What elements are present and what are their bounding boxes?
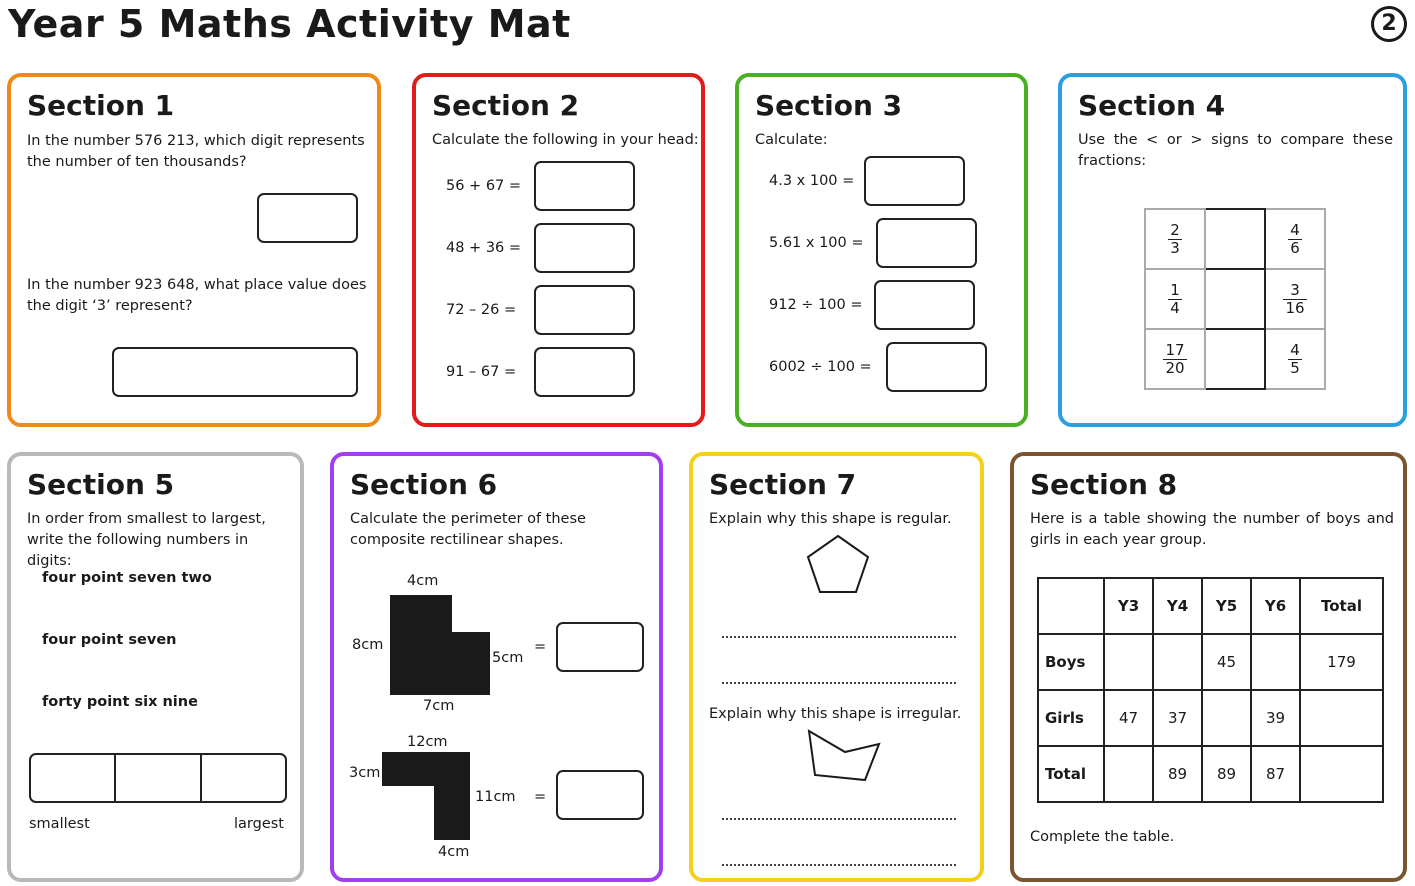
table-row — [1038, 634, 1383, 690]
column-header: Y3 — [1104, 578, 1153, 634]
column-header: Y4 — [1153, 578, 1202, 634]
page-title: Year 5 Maths Activity Mat — [8, 2, 571, 46]
order-answer-box-2[interactable] — [114, 753, 202, 803]
largest-label: largest — [234, 816, 284, 832]
shape-1-top-label: 4cm — [407, 573, 439, 589]
section-4-intro: Use the < or > signs to compare these fractions: — [1078, 132, 1393, 169]
section-5-intro: In order from smallest to largest, write the following numbers in digits: — [27, 511, 266, 569]
shape-1-left-label: 8cm — [352, 637, 384, 653]
fraction: $\frac{1}{4}$ — [1170, 280, 1180, 317]
answer-line[interactable] — [722, 636, 956, 638]
section-3-answer-4[interactable] — [886, 342, 987, 392]
shape-2-left-label: 3cm — [349, 765, 381, 781]
order-answer-box-1[interactable] — [29, 753, 116, 803]
table-cell: 45 — [1202, 634, 1251, 690]
section-3-question-2: 5.61 x 100 = — [769, 235, 864, 251]
section-3-question-4: 6002 ÷ 100 = — [769, 359, 872, 375]
section-3-heading: Section 3 — [755, 89, 903, 122]
section-5-item-2: four point seven — [42, 632, 177, 648]
shape-1-equals: = — [534, 639, 547, 655]
comparison-sign-box[interactable] — [1205, 269, 1265, 329]
column-header: Total — [1300, 578, 1383, 634]
answer-line[interactable] — [722, 682, 956, 684]
composite-shape-2 — [382, 752, 472, 842]
section-1-question-1: In the number 576 213, which digit represents the number of ten thousands? — [27, 133, 365, 170]
section-3-question-3: 912 ÷ 100 = — [769, 297, 863, 313]
section-5-item-1: four point seven two — [42, 570, 212, 586]
section-3-answer-2[interactable] — [876, 218, 977, 268]
section-3-intro: Calculate: — [755, 132, 828, 148]
section-6-answer-1[interactable] — [556, 622, 644, 672]
section-5-heading: Section 5 — [27, 468, 175, 501]
section-8-card — [1010, 452, 1407, 882]
row-header: Total — [1038, 746, 1104, 802]
fraction: $\frac{3}{16}$ — [1285, 280, 1305, 317]
section-4-card — [1058, 73, 1407, 427]
section-8-intro: Here is a table showing the number of boys and girls in each year group. — [1030, 511, 1394, 548]
section-2-question-4: 91 – 67 = — [446, 364, 517, 380]
table-cell[interactable] — [1202, 690, 1251, 746]
section-2-answer-2[interactable] — [534, 223, 635, 273]
section-1-card — [7, 73, 381, 427]
table-header-row — [1038, 578, 1383, 634]
shape-2-equals: = — [534, 789, 547, 805]
table-cell[interactable] — [1153, 634, 1202, 690]
column-header: Y5 — [1202, 578, 1251, 634]
section-2-question-1: 56 + 67 = — [446, 178, 522, 194]
shape-1-right-label: 5cm — [492, 650, 524, 666]
shape-2-top-label: 12cm — [407, 734, 448, 750]
table-cell: 37 — [1153, 690, 1202, 746]
page-number-badge: 2 — [1371, 6, 1407, 42]
section-2-answer-3[interactable] — [534, 285, 635, 335]
table-cell: 87 — [1251, 746, 1300, 802]
section-1-heading: Section 1 — [27, 89, 175, 122]
fraction: $\frac{17}{20}$ — [1165, 340, 1185, 377]
fractions-comparison-table — [1144, 208, 1326, 390]
answer-line[interactable] — [722, 818, 956, 820]
table-cell[interactable] — [1251, 634, 1300, 690]
table-cell[interactable] — [1300, 690, 1383, 746]
section-3-card — [735, 73, 1028, 427]
table-row — [1038, 746, 1383, 802]
section-2-answer-4[interactable] — [534, 347, 635, 397]
comparison-sign-box[interactable] — [1205, 209, 1265, 269]
section-8-footer: Complete the table. — [1030, 829, 1175, 845]
fraction-row — [1145, 329, 1325, 389]
fraction-row — [1145, 209, 1325, 269]
section-2-heading: Section 2 — [432, 89, 580, 122]
smallest-label: smallest — [29, 816, 90, 832]
section-7-heading: Section 7 — [709, 468, 857, 501]
section-7-question-1: Explain why this shape is regular. — [709, 511, 952, 527]
section-6-card — [330, 452, 663, 882]
table-cell: 89 — [1202, 746, 1251, 802]
comparison-sign-box[interactable] — [1205, 329, 1265, 389]
table-cell[interactable] — [1300, 746, 1383, 802]
composite-shape-1 — [390, 595, 490, 695]
table-cell[interactable] — [1104, 746, 1153, 802]
answer-line[interactable] — [722, 864, 956, 866]
section-2-intro: Calculate the following in your head: — [432, 132, 699, 148]
section-6-heading: Section 6 — [350, 468, 498, 501]
section-2-card — [412, 73, 705, 427]
shape-2-bottom-label: 4cm — [438, 844, 470, 860]
table-cell: 89 — [1153, 746, 1202, 802]
section-2-question-3: 72 – 26 = — [446, 302, 517, 318]
section-5-item-3: forty point six nine — [42, 694, 198, 710]
table-cell: 179 — [1300, 634, 1383, 690]
section-3-answer-3[interactable] — [874, 280, 975, 330]
section-1-question-2: In the number 923 648, what place value does the digit ‘3’ represent? — [27, 277, 367, 314]
section-3-question-1: 4.3 x 100 = — [769, 173, 855, 189]
fraction: $\frac{2}{3}$ — [1170, 220, 1180, 257]
section-5-card — [7, 452, 304, 882]
section-1-answer-2[interactable] — [112, 347, 358, 397]
shape-2-right-label: 11cm — [475, 789, 516, 805]
section-6-answer-2[interactable] — [556, 770, 644, 820]
section-4-heading: Section 4 — [1078, 89, 1226, 122]
shape-1-bottom-label: 7cm — [423, 698, 455, 714]
table-row — [1038, 690, 1383, 746]
section-3-answer-1[interactable] — [864, 156, 965, 206]
row-header: Boys — [1038, 634, 1104, 690]
section-6-intro: Calculate the perimeter of these composite rectilinear shapes. — [350, 511, 586, 548]
section-7-card — [689, 452, 984, 882]
section-2-answer-1[interactable] — [534, 161, 635, 211]
column-header: Y6 — [1251, 578, 1300, 634]
regular-pentagon-shape — [805, 533, 871, 595]
table-cell: 39 — [1251, 690, 1300, 746]
section-7-question-2: Explain why this shape is irregular. — [709, 706, 962, 722]
irregular-pentagon-shape — [805, 728, 883, 784]
row-header: Girls — [1038, 690, 1104, 746]
year-group-table — [1037, 577, 1384, 803]
fraction-row — [1145, 269, 1325, 329]
section-2-question-2: 48 + 36 = — [446, 240, 522, 256]
section-8-heading: Section 8 — [1030, 468, 1178, 501]
fraction: $\frac{4}{6}$ — [1290, 220, 1300, 257]
fraction: $\frac{4}{5}$ — [1290, 340, 1300, 377]
section-1-answer-1[interactable] — [257, 193, 358, 243]
order-answer-box-3[interactable] — [200, 753, 287, 803]
table-cell[interactable] — [1104, 634, 1153, 690]
table-cell: 47 — [1104, 690, 1153, 746]
